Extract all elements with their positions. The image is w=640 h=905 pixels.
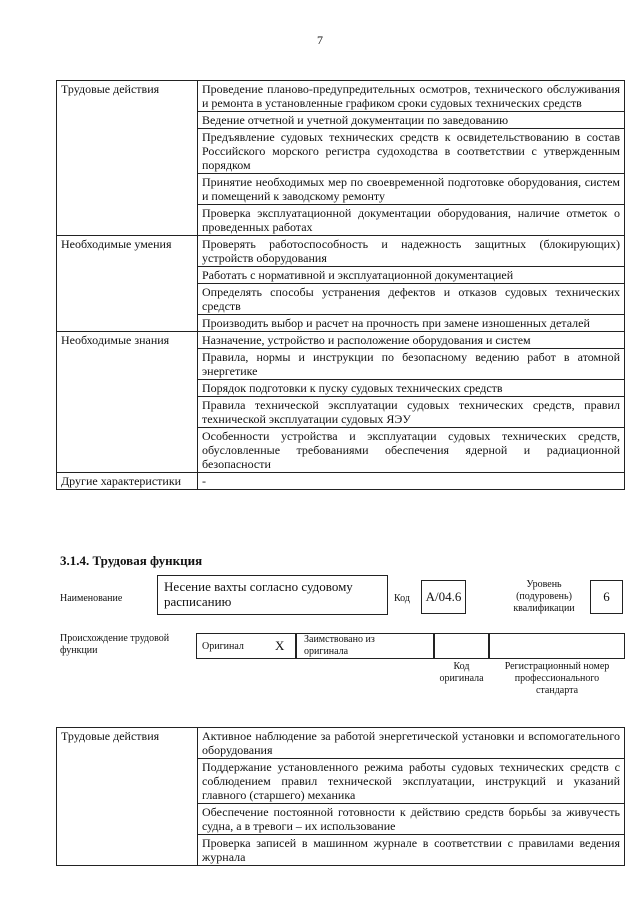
qualification-level-field: 6: [590, 580, 623, 614]
requirement-item: Принятие необходимых мер по своевременной подготовке оборудования, систем и помещений к заводскому ремонту: [198, 174, 625, 205]
table-row: [57, 236, 625, 267]
requirements-table: [56, 80, 625, 490]
code-original-cell: [434, 633, 489, 659]
requirement-item: Порядок подготовки к пуску судовых технических средств: [198, 380, 625, 397]
qualification-level-label: Уровень (подуровень) квалификации: [513, 579, 575, 614]
requirement-item: Ведение отчетной и учетной документации по заведованию: [198, 112, 625, 129]
requirement-item: Поддержание установленного режима работы судовых технических средств с соблюдением правил технической эксплуатации, инструкций и указаний главного (старшего) механика: [198, 759, 625, 804]
code-field: A/04.6: [421, 580, 466, 614]
requirement-item: Активное наблюдение за работой энергетической установки и вспомогательного оборудования: [198, 728, 625, 759]
requirement-item: -: [198, 473, 625, 490]
reg-number-cell: [489, 633, 625, 659]
origin-label: Происхождение трудовой функции: [60, 633, 170, 656]
table-row: [57, 81, 625, 112]
requirement-item: Назначение, устройство и расположение оборудования и систем: [198, 332, 625, 349]
section-title: 3.1.4. Трудовая функция: [60, 553, 203, 568]
name-label: Наименование: [60, 593, 123, 604]
requirement-item: Проверка эксплуатационной документации оборудования, наличие отметок о проведенных работах: [198, 205, 625, 236]
requirement-item: Особенности устройства и эксплуатации судовых технических средств, обусловленные требованиями обеспечения ядерной и радиационной безопасности: [198, 428, 625, 473]
requirement-item: Проверять работоспособность и надежность защитных (блокирующих) устройств оборудования: [198, 236, 625, 267]
original-label: Оригинал: [202, 641, 244, 652]
row-group-label: Трудовые действия: [57, 81, 198, 236]
row-group-label: Необходимые знания: [57, 332, 198, 473]
requirement-item: Проверка записей в машинном журнале в соответствии с правилами ведения журнала: [198, 835, 625, 866]
requirement-item: Проведение планово-предупредительных осмотров, технического обслуживания и ремонта в установленные графиком сроки судовых технических средств: [198, 81, 625, 112]
requirement-item: Работать с нормативной и эксплуатационной документацией: [198, 267, 625, 284]
row-group-label: Другие характеристики: [57, 473, 198, 490]
requirement-item: Производить выбор и расчет на прочность при замене изношенных деталей: [198, 315, 625, 332]
requirement-item: Правила, нормы и инструкции по безопасному ведению работ в атомной энергетике: [198, 349, 625, 380]
function-name-field: Несение вахты согласно судовому расписанию: [157, 575, 388, 615]
requirement-item: Обеспечение постоянной готовности к действию средств борьбы за живучесть судна, а в тревоги – их использование: [198, 804, 625, 835]
row-group-label: Трудовые действия: [57, 728, 198, 866]
labor-actions-table: [56, 727, 625, 866]
code-label: Код: [394, 593, 410, 604]
reg-number-label: Регистрационный номер профессионального стандарта: [504, 661, 610, 696]
requirement-item: Предъявление судовых технических средств к освидетельствованию в состав Российского морского регистра судоходства в соответствии с утвержденным порядком: [198, 129, 625, 174]
original-mark: X: [275, 638, 285, 653]
row-group-label: Необходимые умения: [57, 236, 198, 332]
borrowed-label: Заимствовано из оригинала: [304, 634, 375, 657]
code-original-label: Код оригинала: [439, 661, 484, 684]
table-row: [57, 473, 625, 490]
requirement-item: Определять способы устранения дефектов и отказов судовых технических средств: [198, 284, 625, 315]
table-row: [57, 332, 625, 349]
page-number: 7: [317, 33, 323, 47]
table-row: [57, 728, 625, 759]
requirement-item: Правила технической эксплуатации судовых технических средств, правил технической эксплуатации судовых ЯЭУ: [198, 397, 625, 428]
